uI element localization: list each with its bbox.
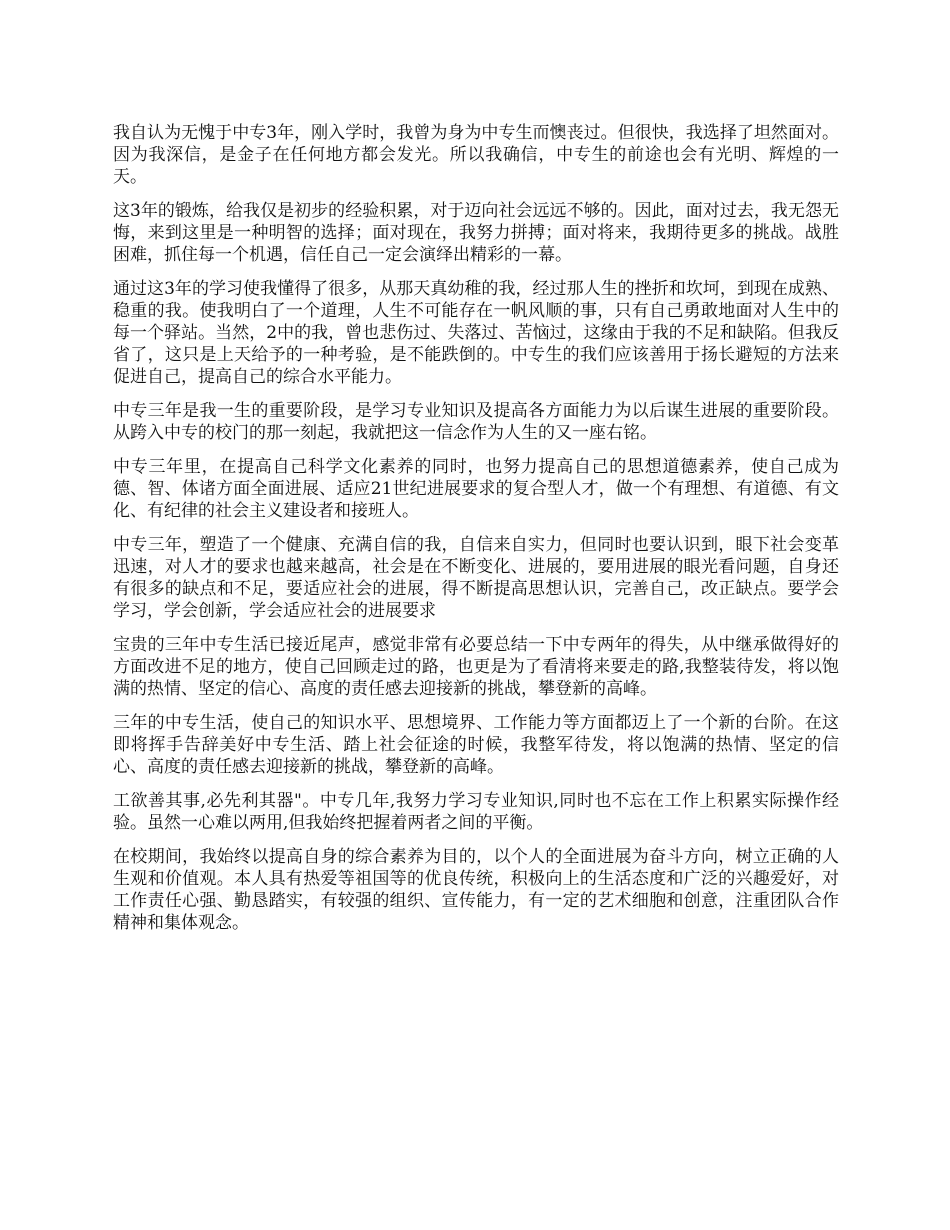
paragraph-8: 三年的中专生活，使自己的知识水平、思想境界、工作能力等方面都迈上了一个新的台阶。在这即将挥手告辞美好中专生活、踏上社会征途的时候，我整军待发，将以饱满的热情、坚定的信心、高度的责任感去迎接新的挑战，攀登新的高峰。 [113, 713, 839, 777]
paragraph-10: 在校期间，我始终以提高自身的综合素养为目的，以个人的全面进展为奋斗方向，树立正确的人生观和价值观。本人具有热爱等祖国等的优良传统，积极向上的生活态度和广泛的兴趣爱好，对工作责任心强、勤恳踏实，有较强的组织、宣传能力，有一定的艺术细胞和创意，注重团队合作精神和集体观念。 [113, 847, 839, 933]
paragraph-2: 这3年的锻炼，给我仅是初步的经验积累，对于迈向社会远远不够的。因此，面对过去，我无怨无悔，来到这里是一种明智的选择；面对现在，我努力拼搏；面对将来，我期待更多的挑战。战胜困难，抓住每一个机遇，信任自己一定会演绎出精彩的一幕。 [113, 201, 839, 265]
paragraph-6: 中专三年，塑造了一个健康、充满自信的我，自信来自实力，但同时也要认识到，眼下社会变革迅速，对人才的要求也越来越高，社会是在不断变化、进展的，要用进展的眼光看问题，自身还有很多的缺点和不足，要适应社会的进展，得不断提高思想认识，完善自己，改正缺点。要学会学习，学会创新，学会适应社会的进展要求 [113, 535, 839, 621]
paragraph-9: 工欲善其事,必先利其器"。中专几年,我努力学习专业知识,同时也不忘在工作上积累实际操作经验。虽然一心难以两用,但我始终把握着两者之间的平衡。 [113, 791, 839, 833]
paragraph-4: 中专三年是我一生的重要阶段，是学习专业知识及提高各方面能力为以后谋生进展的重要阶段。从跨入中专的校门的那一刻起，我就把这一信念作为人生的又一座右铭。 [113, 401, 839, 443]
paragraph-7: 宝贵的三年中专生活已接近尾声，感觉非常有必要总结一下中专两年的得失，从中继承做得好的方面改进不足的地方，使自己回顾走过的路，也更是为了看清将来要走的路,我整装待发，将以饱满的热情、坚定的信心、高度的责任感去迎接新的挑战，攀登新的高峰。 [113, 635, 839, 699]
document-body [113, 122, 839, 946]
paragraph-3: 通过这3年的学习使我懂得了很多，从那天真幼稚的我，经过那人生的挫折和坎坷，到现在成熟、稳重的我。使我明白了一个道理，人生不可能存在一帆风顺的事，只有自己勇敢地面对人生中的每一个驿站。当然，2中的我，曾也悲伤过、失落过、苦恼过，这缘由于我的不足和缺陷。但我反省了，这只是上天给予的一种考验，是不能跌倒的。中专生的我们应该善用于扬长避短的方法来促进自己，提高自己的综合水平能力。 [113, 279, 839, 387]
paragraph-1: 我自认为无愧于中专3年，刚入学时，我曾为身为中专生而懊丧过。但很快，我选择了坦然面对。因为我深信，是金子在任何地方都会发光。所以我确信，中专生的前途也会有光明、辉煌的一天。 [113, 123, 839, 187]
paragraph-5: 中专三年里，在提高自己科学文化素养的同时，也努力提高自己的思想道德素养，使自己成为德、智、体诸方面全面进展、适应21世纪进展要求的复合型人才，做一个有理想、有道德、有文化、有纪律的社会主义建设者和接班人。 [113, 457, 839, 521]
